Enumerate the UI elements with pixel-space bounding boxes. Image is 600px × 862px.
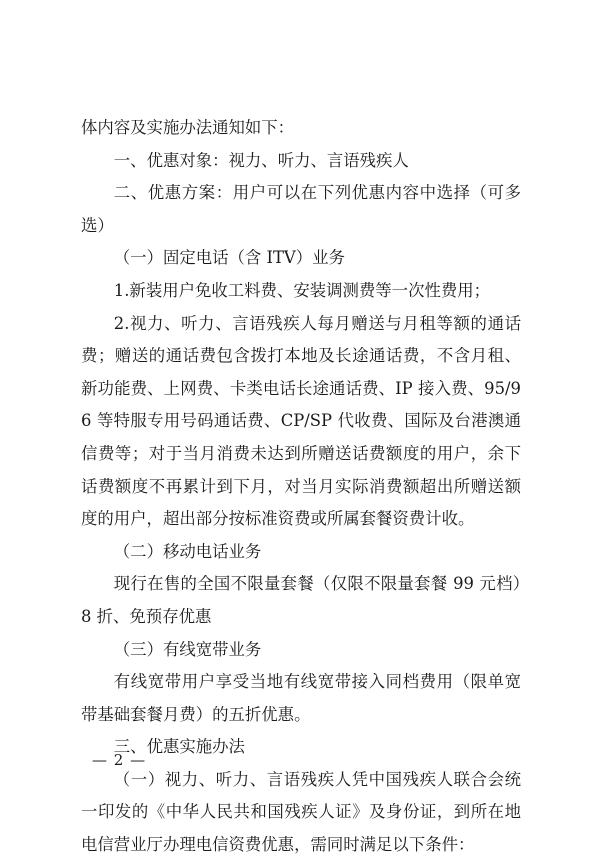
document-body — [81, 112, 521, 862]
paragraph-section-3-implementation: 三、优惠实施办法 — [113, 737, 245, 757]
paragraph-section-2-plan: 二、优惠方案：用户可以在下列优惠内容中选择（可多选） — [81, 183, 521, 235]
paragraph-subsection-mobile: （二）移动电话业务 — [113, 541, 262, 561]
paragraph-subsection-fixed-phone: （一）固定电话（含 ITV）业务 — [113, 248, 345, 268]
paragraph-item-1: 1.新装用户免收工料费、安装调测费等一次性费用； — [113, 280, 491, 300]
paragraph-intro: 体内容及实施办法通知如下： — [81, 118, 295, 137]
paragraph-mobile-offer: 现行在售的全国不限量套餐（仅限不限量套餐 99 元档）8 折、免预存优惠 — [81, 574, 521, 626]
paragraph-broadband-offer: 有线宽带用户享受当地有线宽带接入同档费用（限单宽带基础套餐月费）的五折优惠。 — [81, 672, 521, 724]
paragraph-section-1-beneficiaries: 一、优惠对象：视力、听力、言语残疾人 — [113, 150, 409, 170]
paragraph-subsection-broadband: （三）有线宽带业务 — [113, 639, 262, 659]
paragraph-implementation-1: （一）视力、听力、言语残疾人凭中国残疾人联合会统一印发的《中华人民共和国残疾人证》及身份证，到所在地电信营业厅办理电信资费优惠，需同时满足以下条件： — [81, 769, 521, 855]
page-number: — 2 — — [92, 751, 147, 769]
paragraph-item-2: 2.视力、听力、言语残疾人每月赠送与月租等额的通话费；赠送的通话费包含拨打本地及长途通话费，不含月租、新功能费、上网费、卡类电话长途通话费、IP 接入费、95/96 等特服专用号码通话费、CP/SP 代收费、国际及台港澳通信费等；对于当月消费未达到所赠送话费额度的用户，余下话费额度不再累计到下月，对当月实际消费额超出所赠送额度的用户，超出部分按标准资费或所属套餐资费计收。 — [81, 313, 521, 529]
